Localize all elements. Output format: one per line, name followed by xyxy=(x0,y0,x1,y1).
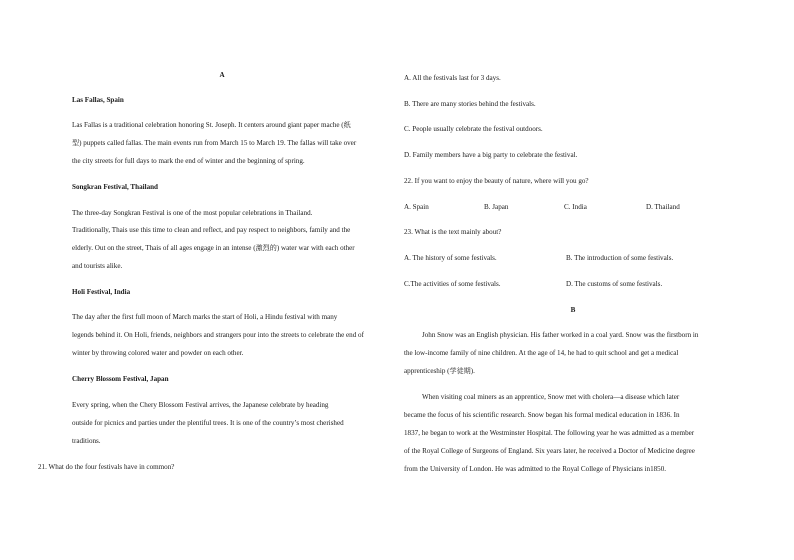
paragraph-line: 型) puppets called fallas. The main events run from March 15 to March 19. The fallas will take over xyxy=(72,139,357,147)
section-b-title: B xyxy=(570,306,576,314)
passage-b-line: the low-income family of nine children. At the age of 14, he had to quit school and get a medical xyxy=(404,349,679,357)
q23-option-c: C.The activities of some festivals. xyxy=(404,280,501,288)
paragraph-line: traditions. xyxy=(72,437,101,445)
passage-b-line: of the Royal College of Surgeons of England. Six years later, he received a Doctor of Medicine degree xyxy=(404,447,695,455)
paragraph-line: the city streets for full days to mark the end of winter and the beginning of spring. xyxy=(72,157,305,165)
paragraph-line: outside for picnics and parties under the plentiful trees. It is one of the country’s most cherished xyxy=(72,419,344,427)
q23-option-d: D. The customs of some festivals. xyxy=(566,280,663,288)
paragraph-line: The day after the first full moon of March marks the start of Holi, a Hindu festival with many xyxy=(72,313,338,321)
question-23: 23. What is the text mainly about? xyxy=(404,228,502,236)
paragraph-line: Every spring, when the Chery Blossom Festival arrives, the Japanese celebrate by heading xyxy=(72,401,329,409)
q21-option-b: B. There are many stories behind the festivals. xyxy=(404,100,536,108)
paragraph-line: The three-day Songkran Festival is one of the most popular celebrations in Thailand. xyxy=(72,209,313,217)
paragraph-line: Traditionally, Thais use this time to clean and reflect, and pay respect to neighbors, family and the xyxy=(72,226,351,234)
passage-b-line: from the University of London. He was admitted to the Royal College of Physicians in1850. xyxy=(404,465,667,473)
paragraph-line: Las Fallas is a traditional celebration honoring St. Joseph. It centers around giant paper mache (纸 xyxy=(72,121,351,129)
question-22: 22. If you want to enjoy the beauty of nature, where will you go? xyxy=(404,177,589,185)
q23-option-a: A. The history of some festivals. xyxy=(404,254,497,262)
question-21: 21. What do the four festivals have in common? xyxy=(38,463,175,471)
passage-b-line: became the focus of his scientific research. Snow began his formal medical education in 1836. In xyxy=(404,411,680,419)
q22-option-a: A. Spain xyxy=(404,203,429,211)
q22-option-b: B. Japan xyxy=(484,203,509,211)
paragraph-line: and tourists alike. xyxy=(72,262,123,270)
q21-option-d: D. Family members have a big party to celebrate the festival. xyxy=(404,151,578,159)
festival-heading-holi: Holi Festival, India xyxy=(72,288,131,296)
festival-heading-songkran: Songkran Festival, Thailand xyxy=(72,183,159,191)
paragraph-line: winter by throwing colored water and powder on each other. xyxy=(72,349,244,357)
passage-b-line: John Snow was an English physician. His father worked in a coal yard. Snow was the firstborn in xyxy=(422,331,699,339)
q21-option-a: A. All the festivals last for 3 days. xyxy=(404,74,501,82)
festival-heading-las-fallas: Las Fallas, Spain xyxy=(72,96,124,104)
passage-b-line: 1837, he began to work at the Westminster Hospital. The following year he was admitted as a member xyxy=(404,429,695,437)
paragraph-line: elderly. Out on the street, Thais of all ages engage in an intense (激烈的) water war with each other xyxy=(72,244,355,252)
passage-b-line: When visiting coal miners as an apprentice, Snow met with cholera—a disease which later xyxy=(422,393,680,401)
festival-heading-cherry-blossom: Cherry Blossom Festival, Japan xyxy=(72,375,169,383)
paragraph-line: legends behind it. On Holi, friends, neighbors and strangers pour into the streets to celebrate the end of xyxy=(72,331,364,339)
section-a-title: A xyxy=(219,71,225,79)
passage-b-line: apprenticeship (学徒期). xyxy=(404,367,475,375)
q21-option-c: C. People usually celebrate the festival outdoors. xyxy=(404,125,543,133)
q22-option-d: D. Thailand xyxy=(646,203,680,211)
q23-option-b: B. The introduction of some festivals. xyxy=(566,254,674,262)
q22-option-c: C. India xyxy=(564,203,587,211)
